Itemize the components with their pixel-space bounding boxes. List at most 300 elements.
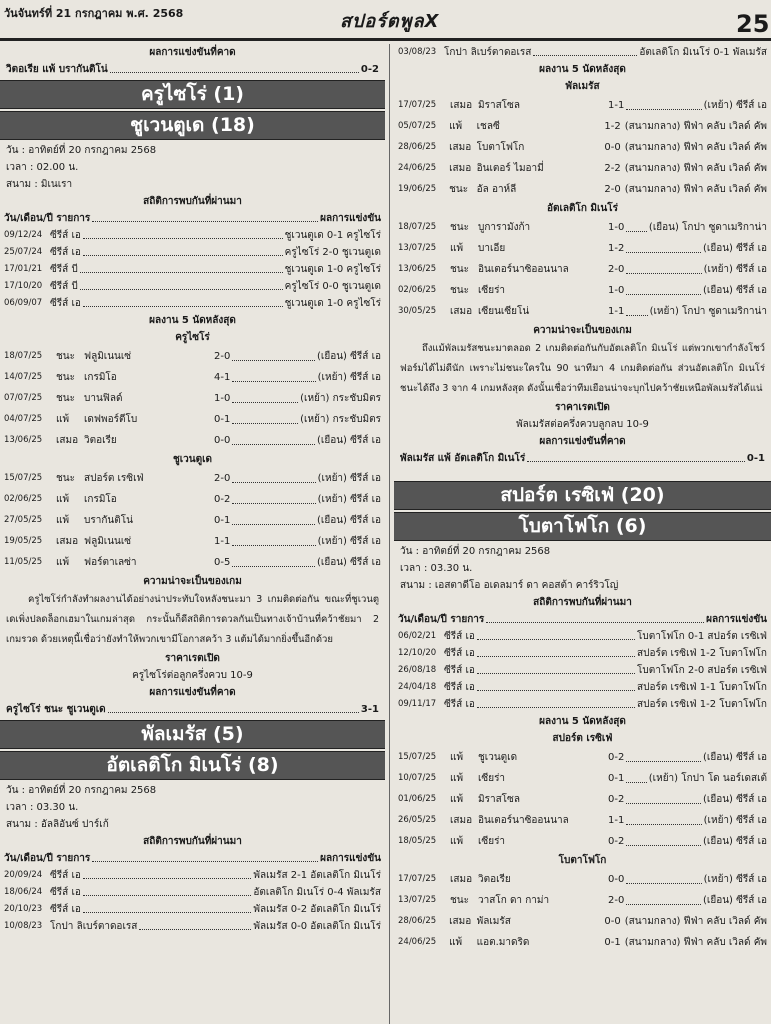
dot-leader: [80, 261, 283, 273]
home-form-heading: สปอร์ต เรซิเฟ่: [552, 733, 613, 744]
form-row: [0, 489, 385, 510]
home-team-banner: พัลเมรัส (5): [0, 720, 385, 749]
prediction-row: [0, 701, 385, 718]
left-column: [0, 44, 385, 1024]
form-row: [394, 259, 771, 280]
match-info-row: [0, 799, 385, 816]
form-row: [0, 510, 385, 531]
form-date: 15/07/25: [4, 473, 43, 483]
form-opponent: วาสโก ดา กาม่า: [478, 895, 550, 906]
page-header: [0, 0, 771, 44]
section-spacer: [394, 467, 771, 479]
form-date: 28/06/25: [398, 142, 437, 152]
form-opponent: ฟลูมิเนนเซ่: [84, 351, 132, 362]
form-row: [394, 810, 771, 831]
form-status: เสมอ: [450, 100, 473, 111]
publication-logo: สปอร์ตพูลX: [340, 11, 440, 32]
form-score: 4-1: [214, 372, 231, 383]
form-status: เสมอ: [449, 142, 472, 153]
form-status: เสมอ: [449, 163, 472, 174]
form-score: 2-0: [214, 351, 231, 362]
away-team-banner: อัตเลติโก มิเนโร่ (8): [0, 751, 385, 780]
form-date: 18/05/25: [398, 836, 437, 846]
match-info-value: อัลลิอันซ์ ปาร์เก้: [40, 819, 109, 830]
form-venue: (สนามกลาง) ฟีฟ่า คลับ เวิลด์ คัพ: [624, 916, 767, 927]
form-opponent: ฟลูมิเนนเซ่: [84, 536, 132, 547]
form-date: 13/06/25: [398, 264, 437, 274]
form-opponent: อินเตอร์นาซิออนนาล: [478, 264, 569, 275]
form-date: 19/05/25: [4, 536, 43, 546]
h2h-competition: ซีรีส์ เอ: [50, 870, 81, 881]
h2h-row: [0, 227, 385, 244]
form-opponent: ชูเวนตูเด: [478, 752, 518, 763]
form-status: แพ้: [450, 752, 464, 763]
form-row: [394, 95, 771, 116]
form-row: [0, 346, 385, 367]
h2h-date: 09/11/17: [398, 699, 437, 709]
form-score: 1-0: [608, 285, 625, 296]
dot-leader: [626, 95, 701, 110]
dot-leader: [232, 468, 315, 483]
h2h-result: โบตาโฟโก 0-1 สปอร์ต เรซิเฟ่: [637, 631, 767, 642]
form-status: ชนะ: [56, 351, 75, 362]
form-status: แพ้: [56, 557, 70, 568]
form-score: 0-0: [608, 874, 625, 885]
form-score: 0-2: [608, 794, 625, 805]
analysis-text: ถึงแม้พัลเมรัสชนะมาตลอด 2 เกมติดต่อกันกับอัตเลติโก มิเนโร่ แต่พวกเขากำลังโชว์ฟอร์มได้ไม่ดีนัก เพราะไม่ชนะใครใน 90 นาทีมา 4 เกมติดต่อกัน ส่วนอัตเลติโก มิเนโร่ชนะได้ถึง 3 จาก 4 เกมหลังสุด ดังนั้นเชื่อว่าทีมเยือนน่าจะบุกไปคว้าชัยเหนือพัลเมรัสได้แน่: [400, 343, 765, 394]
form-opponent: บาเอีย: [478, 243, 506, 254]
match-info-value: มิเนเรา: [40, 179, 73, 190]
form-opponent: เซียร่า: [478, 836, 506, 847]
match-info-value: 03.30 น.: [430, 563, 473, 574]
form-venue: (เยือน) ซีรีส์ เอ: [317, 515, 381, 526]
dot-leader: [232, 489, 315, 504]
h2h-row: [394, 44, 771, 61]
form-row: [394, 158, 771, 179]
form-date: 24/06/25: [398, 937, 437, 947]
form-score: 1-2: [608, 243, 625, 254]
form-row: [0, 552, 385, 573]
issue-date: วันจันทร์ที่ 21 กรกฎาคม พ.ศ. 2568: [4, 7, 184, 20]
dot-leader: [83, 244, 283, 256]
h2h-row: [0, 867, 385, 884]
form-status: เสมอ: [56, 435, 79, 446]
form-opponent: มิราสโซล: [478, 100, 520, 111]
match-info-value: 02.00 น.: [36, 162, 79, 173]
form-score: 0-0: [604, 142, 621, 153]
form-row: [394, 768, 771, 789]
h2h-row: [394, 628, 771, 645]
home-form-heading: ครูไซโร่: [175, 332, 210, 343]
opening-price: ครูไซโร่ต่อลูกครึ่งควบ 10-9: [132, 670, 253, 681]
form-venue: (เหย้า) ซีรีส์ เอ: [317, 494, 381, 505]
dot-leader: [626, 768, 646, 783]
form-row: [394, 869, 771, 890]
h2h-competition: ซีรีส์ เอ: [50, 230, 81, 241]
h2h-result: สปอร์ต เรซิเฟ่ 1-2 โบตาโฟโก: [637, 699, 767, 710]
h2h-row: [0, 244, 385, 261]
home-team-banner: ครูไซโร่ (1): [0, 80, 385, 109]
match-info-label: สนาม :: [6, 179, 38, 190]
form-score: 0-5: [214, 557, 231, 568]
dot-leader: [83, 884, 251, 896]
form-venue: (เหย้า) ซีรีส์ เอ: [317, 536, 381, 547]
form-opponent: บรากันติโน่: [84, 515, 133, 526]
h2h-result: สปอร์ต เรซิเฟ่ 1-2 โบตาโฟโก: [637, 648, 767, 659]
form-opponent: เกรมิโอ: [84, 372, 117, 383]
form-row: [0, 388, 385, 409]
form-date: 14/07/25: [4, 372, 43, 382]
form-row: [394, 280, 771, 301]
form-date: 01/06/25: [398, 794, 437, 804]
form-heading: ผลงาน 5 นัดหลังสุด: [539, 716, 626, 727]
form-score: 1-1: [608, 815, 625, 826]
dot-leader: [92, 210, 318, 222]
form-opponent: อินเตอร์ ไมอามี่: [476, 163, 544, 174]
form-status: แพ้: [450, 794, 464, 805]
dot-leader: [626, 217, 647, 232]
header-rule: [0, 38, 771, 41]
form-venue: (สนามกลาง) ฟีฟ่า คลับ เวิลด์ คัพ: [624, 184, 767, 195]
h2h-row: [394, 679, 771, 696]
form-venue: (เยือน) ซีรีส์ เอ: [703, 752, 767, 763]
prediction-heading: ผลการแข่งขันที่คาด: [539, 436, 626, 447]
h2h-date: 17/01/21: [4, 264, 43, 274]
h2h-heading: สถิติการพบกันที่ผ่านมา: [143, 196, 242, 207]
right-column: [394, 44, 771, 1024]
h2h-row: [394, 662, 771, 679]
form-venue: (เยือน) ซีรีส์ เอ: [703, 794, 767, 805]
h2h-row: [0, 295, 385, 312]
form-venue: (เยือน) ซีรีส์ เอ: [317, 351, 381, 362]
h2h-result: ชูเวนตูเด 1-0 ครูไซโร่: [284, 264, 381, 275]
form-score: 0-2: [608, 836, 625, 847]
form-venue: (เหย้า) ซีรีส์ เอ: [703, 264, 767, 275]
match-info-label: สนาม :: [6, 819, 38, 830]
form-row: [394, 179, 771, 200]
dot-leader: [232, 510, 315, 525]
analysis-heading: ความน่าจะเป็นของเกม: [143, 576, 242, 587]
away-form-heading: อัตเลติโก มิเนโร่: [546, 203, 619, 214]
home-form-heading: พัลเมรัส: [565, 81, 600, 92]
form-opponent: อินเตอร์นาซิออนนาล: [478, 815, 569, 826]
h2h-date: 12/10/20: [398, 648, 437, 658]
h2h-date: 20/10/23: [4, 904, 43, 914]
col-date-label: วัน/เดือน/ปี: [4, 213, 53, 224]
form-date: 17/07/25: [398, 100, 437, 110]
form-venue: (เหย้า) โกปา ซูดาเมริกาน่า: [649, 306, 767, 317]
form-opponent: เซียร่า: [478, 285, 506, 296]
dot-leader: [80, 278, 283, 290]
form-status: แพ้: [449, 121, 463, 132]
form-score: 2-0: [608, 264, 625, 275]
form-row: [394, 301, 771, 322]
dot-leader: [83, 227, 283, 239]
h2h-row: [394, 645, 771, 662]
dot-leader: [626, 747, 701, 762]
form-status: ชนะ: [56, 473, 75, 484]
h2h-date: 06/02/21: [398, 631, 437, 641]
form-venue: (เหย้า) กระชับมิตร: [300, 414, 381, 425]
prediction-row: [0, 61, 385, 78]
form-status: เสมอ: [449, 916, 472, 927]
form-venue: (เหย้า) ซีรีส์ เอ: [317, 473, 381, 484]
col-item-label: รายการ: [56, 853, 91, 864]
col-date-label: วัน/เดือน/ปี: [398, 614, 447, 625]
h2h-competition: ซีรีส์ เอ: [50, 904, 81, 915]
form-date: 24/06/25: [398, 163, 437, 173]
form-score: 1-1: [214, 536, 231, 547]
h2h-date: 03/08/23: [398, 47, 437, 57]
price-heading: ราคาเรตเปิด: [165, 653, 220, 664]
form-score: 0-1: [604, 937, 621, 948]
dot-leader: [626, 890, 701, 905]
opening-price: พัลเมรัสต่อครึ่งควบลูกลบ 10-9: [516, 419, 649, 430]
match-info-label: วัน :: [6, 785, 25, 796]
dot-leader: [477, 628, 635, 640]
form-venue: (เหย้า) โกปา โด นอร์เดสเต้: [648, 773, 767, 784]
prediction-text: ครูไซโร่ ชนะ ชูเวนตูเด: [6, 704, 106, 715]
form-opponent: มิราสโซล: [478, 794, 520, 805]
form-status: แพ้: [450, 773, 464, 784]
form-status: ชนะ: [56, 372, 75, 383]
form-venue: (เหย้า) ซีรีส์ เอ: [317, 372, 381, 383]
form-row: [394, 789, 771, 810]
form-row: [0, 409, 385, 430]
form-row: [0, 531, 385, 552]
h2h-result: ชูเวนตูเด 0-1 ครูไซโร่: [284, 230, 381, 241]
form-venue: (เหย้า) ซีรีส์ เอ: [703, 100, 767, 111]
form-date: 02/06/25: [4, 494, 43, 504]
form-opponent: เซียร่า: [478, 773, 506, 784]
form-opponent: บานฟิลด์: [84, 393, 123, 404]
dot-leader: [139, 918, 251, 930]
dot-leader: [626, 259, 701, 274]
h2h-column-header: [0, 210, 385, 227]
h2h-row: [0, 261, 385, 278]
analysis-paragraph: [394, 339, 771, 399]
price-heading: ราคาเรตเปิด: [555, 402, 610, 413]
dot-leader: [533, 44, 637, 56]
form-venue: (สนามกลาง) ฟีฟ่า คลับ เวิลด์ คัพ: [624, 142, 767, 153]
match-info-row: [0, 159, 385, 176]
form-venue: (สนามกลาง) ฟีฟ่า คลับ เวิลด์ คัพ: [624, 121, 767, 132]
match-info-label: วัน :: [6, 145, 25, 156]
h2h-competition: ซีรีส์ เอ: [50, 887, 81, 898]
form-status: เสมอ: [450, 874, 473, 885]
form-status: แพ้: [450, 243, 464, 254]
form-opponent: เกรมิโอ: [84, 494, 117, 505]
col-result-label: ผลการแข่งขัน: [320, 853, 381, 864]
h2h-result: ครูไซโร่ 0-0 ชูเวนตูเด: [284, 281, 381, 292]
h2h-result: พัลเมรัส 0-2 อัตเลติโก มิเนโร่: [253, 904, 381, 915]
h2h-date: 06/09/07: [4, 298, 43, 308]
h2h-competition: ซีรีส์ เอ: [50, 247, 81, 258]
col-item-label: รายการ: [56, 213, 91, 224]
h2h-result: อัตเลติโก มิเนโร่ 0-1 พัลเมรัส: [639, 47, 767, 58]
form-status: ชนะ: [449, 184, 469, 195]
form-date: 26/05/25: [398, 815, 437, 825]
form-date: 07/07/25: [4, 393, 43, 403]
form-venue: (เยือน) ซีรีส์ เอ: [317, 557, 381, 568]
form-score: 0-1: [214, 515, 231, 526]
dot-leader: [626, 280, 701, 295]
form-date: 11/05/25: [4, 557, 43, 567]
col-result-label: ผลการแข่งขัน: [706, 614, 767, 625]
h2h-column-header: [394, 611, 771, 628]
away-team-banner: โบตาโฟโก (6): [394, 512, 771, 541]
h2h-row: [0, 918, 385, 935]
form-date: 13/07/25: [398, 243, 437, 253]
h2h-competition: ซีรีส์ เอ: [50, 298, 81, 309]
form-row: [394, 911, 771, 932]
h2h-row: [394, 696, 771, 713]
form-heading: ผลงาน 5 นัดหลังสุด: [539, 64, 626, 75]
dot-leader: [232, 367, 315, 382]
match-info-row: [394, 543, 771, 560]
dot-leader: [626, 810, 701, 825]
prediction-score: 0-2: [360, 64, 379, 75]
h2h-result: ชูเวนตูเด 1-0 ครูไซโร่: [284, 298, 381, 309]
h2h-competition: ซีรีส์ เอ: [444, 665, 475, 676]
form-score: 1-1: [608, 306, 625, 317]
form-row: [394, 217, 771, 238]
dot-leader: [83, 867, 251, 879]
form-venue: (เยือน) ซีรีส์ เอ: [703, 836, 767, 847]
analysis-heading: ความน่าจะเป็นของเกม: [533, 325, 632, 336]
match-info-row: [394, 560, 771, 577]
form-opponent: เชลซี: [476, 121, 500, 132]
h2h-date: 18/06/24: [4, 887, 43, 897]
h2h-date: 26/08/18: [398, 665, 437, 675]
prediction-row: [394, 450, 771, 467]
dot-leader: [626, 789, 701, 804]
form-opponent: เซียนเซียโน่: [478, 306, 530, 317]
match-info-value: อาทิตย์ที่ 20 กรกฎาคม 2568: [422, 546, 551, 557]
dot-leader: [232, 409, 298, 424]
h2h-competition: ซีรีส์ เอ: [444, 682, 475, 693]
form-score: 1-0: [608, 222, 625, 233]
away-team-banner: ชูเวนตูเด (18): [0, 111, 385, 140]
form-row: [394, 238, 771, 259]
match-info-label: สนาม :: [400, 580, 432, 591]
h2h-row: [0, 278, 385, 295]
form-status: ชนะ: [450, 285, 469, 296]
match-info-row: [0, 782, 385, 799]
h2h-date: 09/12/24: [4, 230, 43, 240]
away-form-heading: โบตาโฟโก: [558, 855, 607, 866]
form-venue: (เยือน) ซีรีส์ เอ: [317, 435, 381, 446]
form-score: 2-0: [608, 895, 625, 906]
form-opponent: อัล อาห์ลี: [476, 184, 517, 195]
form-venue: (เหย้า) ซีรีส์ เอ: [703, 874, 767, 885]
home-team-banner: สปอร์ต เรซิเฟ่ (20): [394, 481, 771, 510]
dot-leader: [110, 61, 359, 73]
match-info-value: เอสตาดีโอ อเดลมาร์ ดา คอสต้า คาร์ริวโญ่: [434, 580, 619, 591]
form-row: [394, 747, 771, 768]
form-row: [394, 831, 771, 852]
match-info-row: [0, 142, 385, 159]
h2h-competition: โกปา ลิเบร์ตาดอเรส: [444, 47, 532, 58]
col-item-label: รายการ: [450, 614, 485, 625]
prediction-text: พัลเมรัส แพ้ อัตเลติโก มิเนโร่: [400, 453, 526, 464]
form-row: [394, 116, 771, 137]
form-score: 0-2: [214, 494, 231, 505]
h2h-row: [0, 901, 385, 918]
h2h-result: พัลเมรัส 2-1 อัตเลติโก มิเนโร่: [253, 870, 381, 881]
dot-leader: [477, 662, 635, 674]
h2h-result: พัลเมรัส 0-0 อัตเลติโก มิเนโร่: [253, 921, 381, 932]
form-score: 2-0: [604, 184, 621, 195]
form-opponent: วิตอเรีย: [478, 874, 511, 885]
prediction-heading: ผลการแข่งขันที่คาด: [149, 687, 236, 698]
h2h-result: โบตาโฟโก 2-0 สปอร์ต เรซิเฟ่: [637, 665, 767, 676]
form-status: แพ้: [56, 494, 70, 505]
dot-leader: [626, 238, 701, 253]
form-date: 15/07/25: [398, 752, 437, 762]
h2h-date: 25/07/24: [4, 247, 43, 257]
form-score: 0-0: [214, 435, 231, 446]
prediction-score: 3-1: [360, 704, 379, 715]
dot-leader: [108, 701, 359, 713]
dot-leader: [232, 346, 315, 361]
form-row: [394, 890, 771, 911]
form-date: 28/06/25: [398, 916, 437, 926]
h2h-competition: ซีรีส์ บี: [50, 264, 78, 275]
form-status: แพ้: [56, 515, 70, 526]
match-info-label: วัน :: [400, 546, 419, 557]
form-date: 04/07/25: [4, 414, 43, 424]
match-info-value: อาทิตย์ที่ 20 กรกฎาคม 2568: [28, 785, 157, 796]
dot-leader: [477, 679, 635, 691]
form-row: [0, 430, 385, 451]
prediction-heading: ผลการแข่งขันที่คาด: [149, 47, 236, 58]
analysis-paragraph: [0, 590, 385, 650]
form-date: 19/06/25: [398, 184, 437, 194]
form-opponent: พัลเมรัส: [476, 916, 511, 927]
h2h-column-header: [0, 850, 385, 867]
form-row: [394, 137, 771, 158]
h2h-heading: สถิติการพบกันที่ผ่านมา: [533, 597, 632, 608]
form-venue: (เยือน) โกปา ซูดาเมริกาน่า: [648, 222, 767, 233]
form-date: 17/07/25: [398, 874, 437, 884]
form-score: 0-1: [608, 773, 625, 784]
form-status: แพ้: [56, 414, 70, 425]
form-date: 18/07/25: [4, 351, 43, 361]
away-form-heading: ชูเวนตูเด: [172, 454, 213, 465]
form-date: 30/05/25: [398, 306, 437, 316]
h2h-result: อัตเลติโก มิเนโร่ 0-4 พัลเมรัส: [253, 887, 381, 898]
form-date: 18/07/25: [398, 222, 437, 232]
form-row: [0, 367, 385, 388]
column-divider: [389, 44, 390, 1024]
form-score: 0-2: [608, 752, 625, 763]
form-opponent: เดฟพอร์ตีโบ: [84, 414, 138, 425]
form-status: ชนะ: [56, 393, 75, 404]
col-date-label: วัน/เดือน/ปี: [4, 853, 53, 864]
match-info-value: 03.30 น.: [36, 802, 79, 813]
page-number: 25: [736, 10, 770, 38]
form-opponent: วิตอเรีย: [84, 435, 117, 446]
form-date: 13/07/25: [398, 895, 437, 905]
form-score: 1-1: [608, 100, 625, 111]
form-opponent: บูการามังก้า: [478, 222, 531, 233]
form-status: เสมอ: [450, 306, 473, 317]
match-info-row: [0, 176, 385, 193]
h2h-date: 10/08/23: [4, 921, 43, 931]
form-venue: (เยือน) ซีรีส์ เอ: [703, 243, 767, 254]
h2h-competition: ซีรีส์ บี: [50, 281, 78, 292]
